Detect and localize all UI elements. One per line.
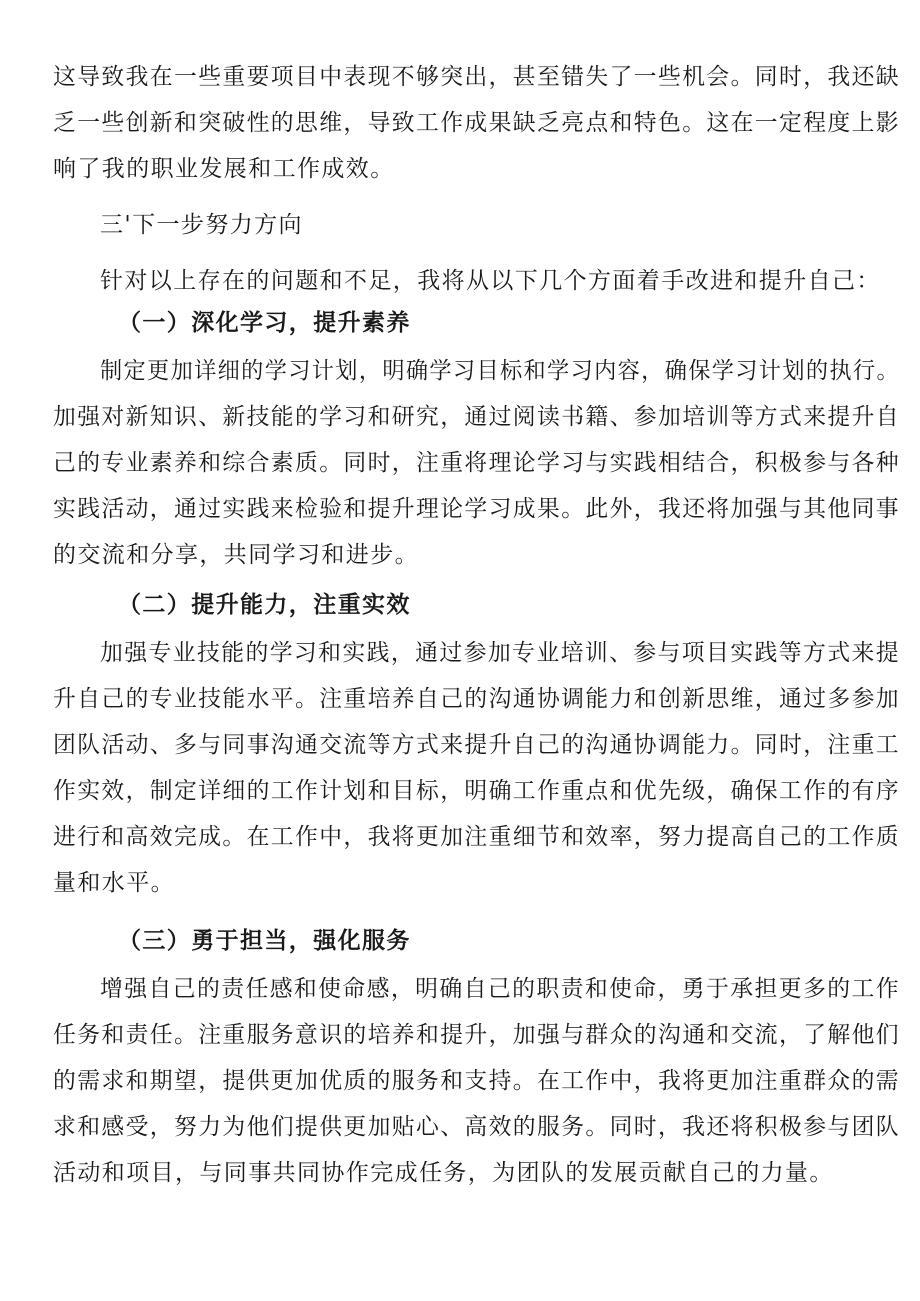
- text-line: 团队活动、多与同事沟通交流等方式来提升自己的沟通协调能力。同时，注重工: [53, 732, 900, 758]
- text-line: 己的专业素养和综合素质。同时，注重将理论学习与实践相结合，积极参与各种: [53, 450, 900, 476]
- text-line: 进行和高效完成。在工作中，我将更加注重细节和效率，努力提高自己的工作质: [53, 824, 900, 850]
- text-line: 乏一些创新和突破性的思维，导致工作成果缺乏亮点和特色。这在一定程度上影: [53, 110, 900, 136]
- text-line: 的需求和期望，提供更加优质的服务和支持。在工作中，我将更加注重群众的需: [53, 1068, 900, 1094]
- text-line: 制定更加详细的学习计划，明确学习目标和学习内容，确保学习计划的执行。: [100, 358, 900, 384]
- intro-paragraph: 针对以上存在的问题和不足，我将从以下几个方面着手改进和提升自己：: [100, 268, 881, 294]
- text-line: 这导致我在一些重要项目中表现不够突出，甚至错失了一些机会。同时，我还缺: [53, 64, 900, 90]
- subheading-3: （三）勇于担当，强化服务: [118, 928, 411, 954]
- text-line: 求和感受，努力为他们提供更加贴心、高效的服务。同时，我还将积极参与团队: [53, 1114, 900, 1140]
- text-line: 的交流和分享，共同学习和进步。: [53, 542, 419, 568]
- subheading-2: （二）提升能力，注重实效: [118, 592, 411, 618]
- subheading-1: （一）深化学习，提升素养: [118, 310, 411, 336]
- text-line: 加强对新知识、新技能的学习和研究，通过阅读书籍、参加培训等方式来提升自: [53, 404, 900, 430]
- text-line: 实践活动，通过实践来检验和提升理论学习成果。此外，我还将加强与其他同事: [53, 496, 900, 522]
- text-line: 响了我的职业发展和工作成效。: [53, 156, 395, 182]
- text-line: 加强专业技能的学习和实践，通过参加专业培训、参与项目实践等方式来提: [100, 640, 900, 666]
- text-line: 作实效，制定详细的工作计划和目标，明确工作重点和优先级，确保工作的有序: [53, 778, 900, 804]
- section-heading: 三'下一步努力方向: [100, 212, 303, 238]
- text-line: 活动和项目，与同事共同协作完成任务，为团队的发展贡献自己的力量。: [53, 1160, 834, 1186]
- text-line: 任务和责任。注重服务意识的培养和提升，加强与群众的沟通和交流，了解他们: [53, 1022, 900, 1048]
- text-line: 升自己的专业技能水平。注重培养自己的沟通协调能力和创新思维，通过多参加: [53, 686, 900, 712]
- text-line: 增强自己的责任感和使命感，明确自己的职责和使命，勇于承担更多的工作: [100, 976, 900, 1002]
- text-line: 量和水平。: [53, 870, 175, 896]
